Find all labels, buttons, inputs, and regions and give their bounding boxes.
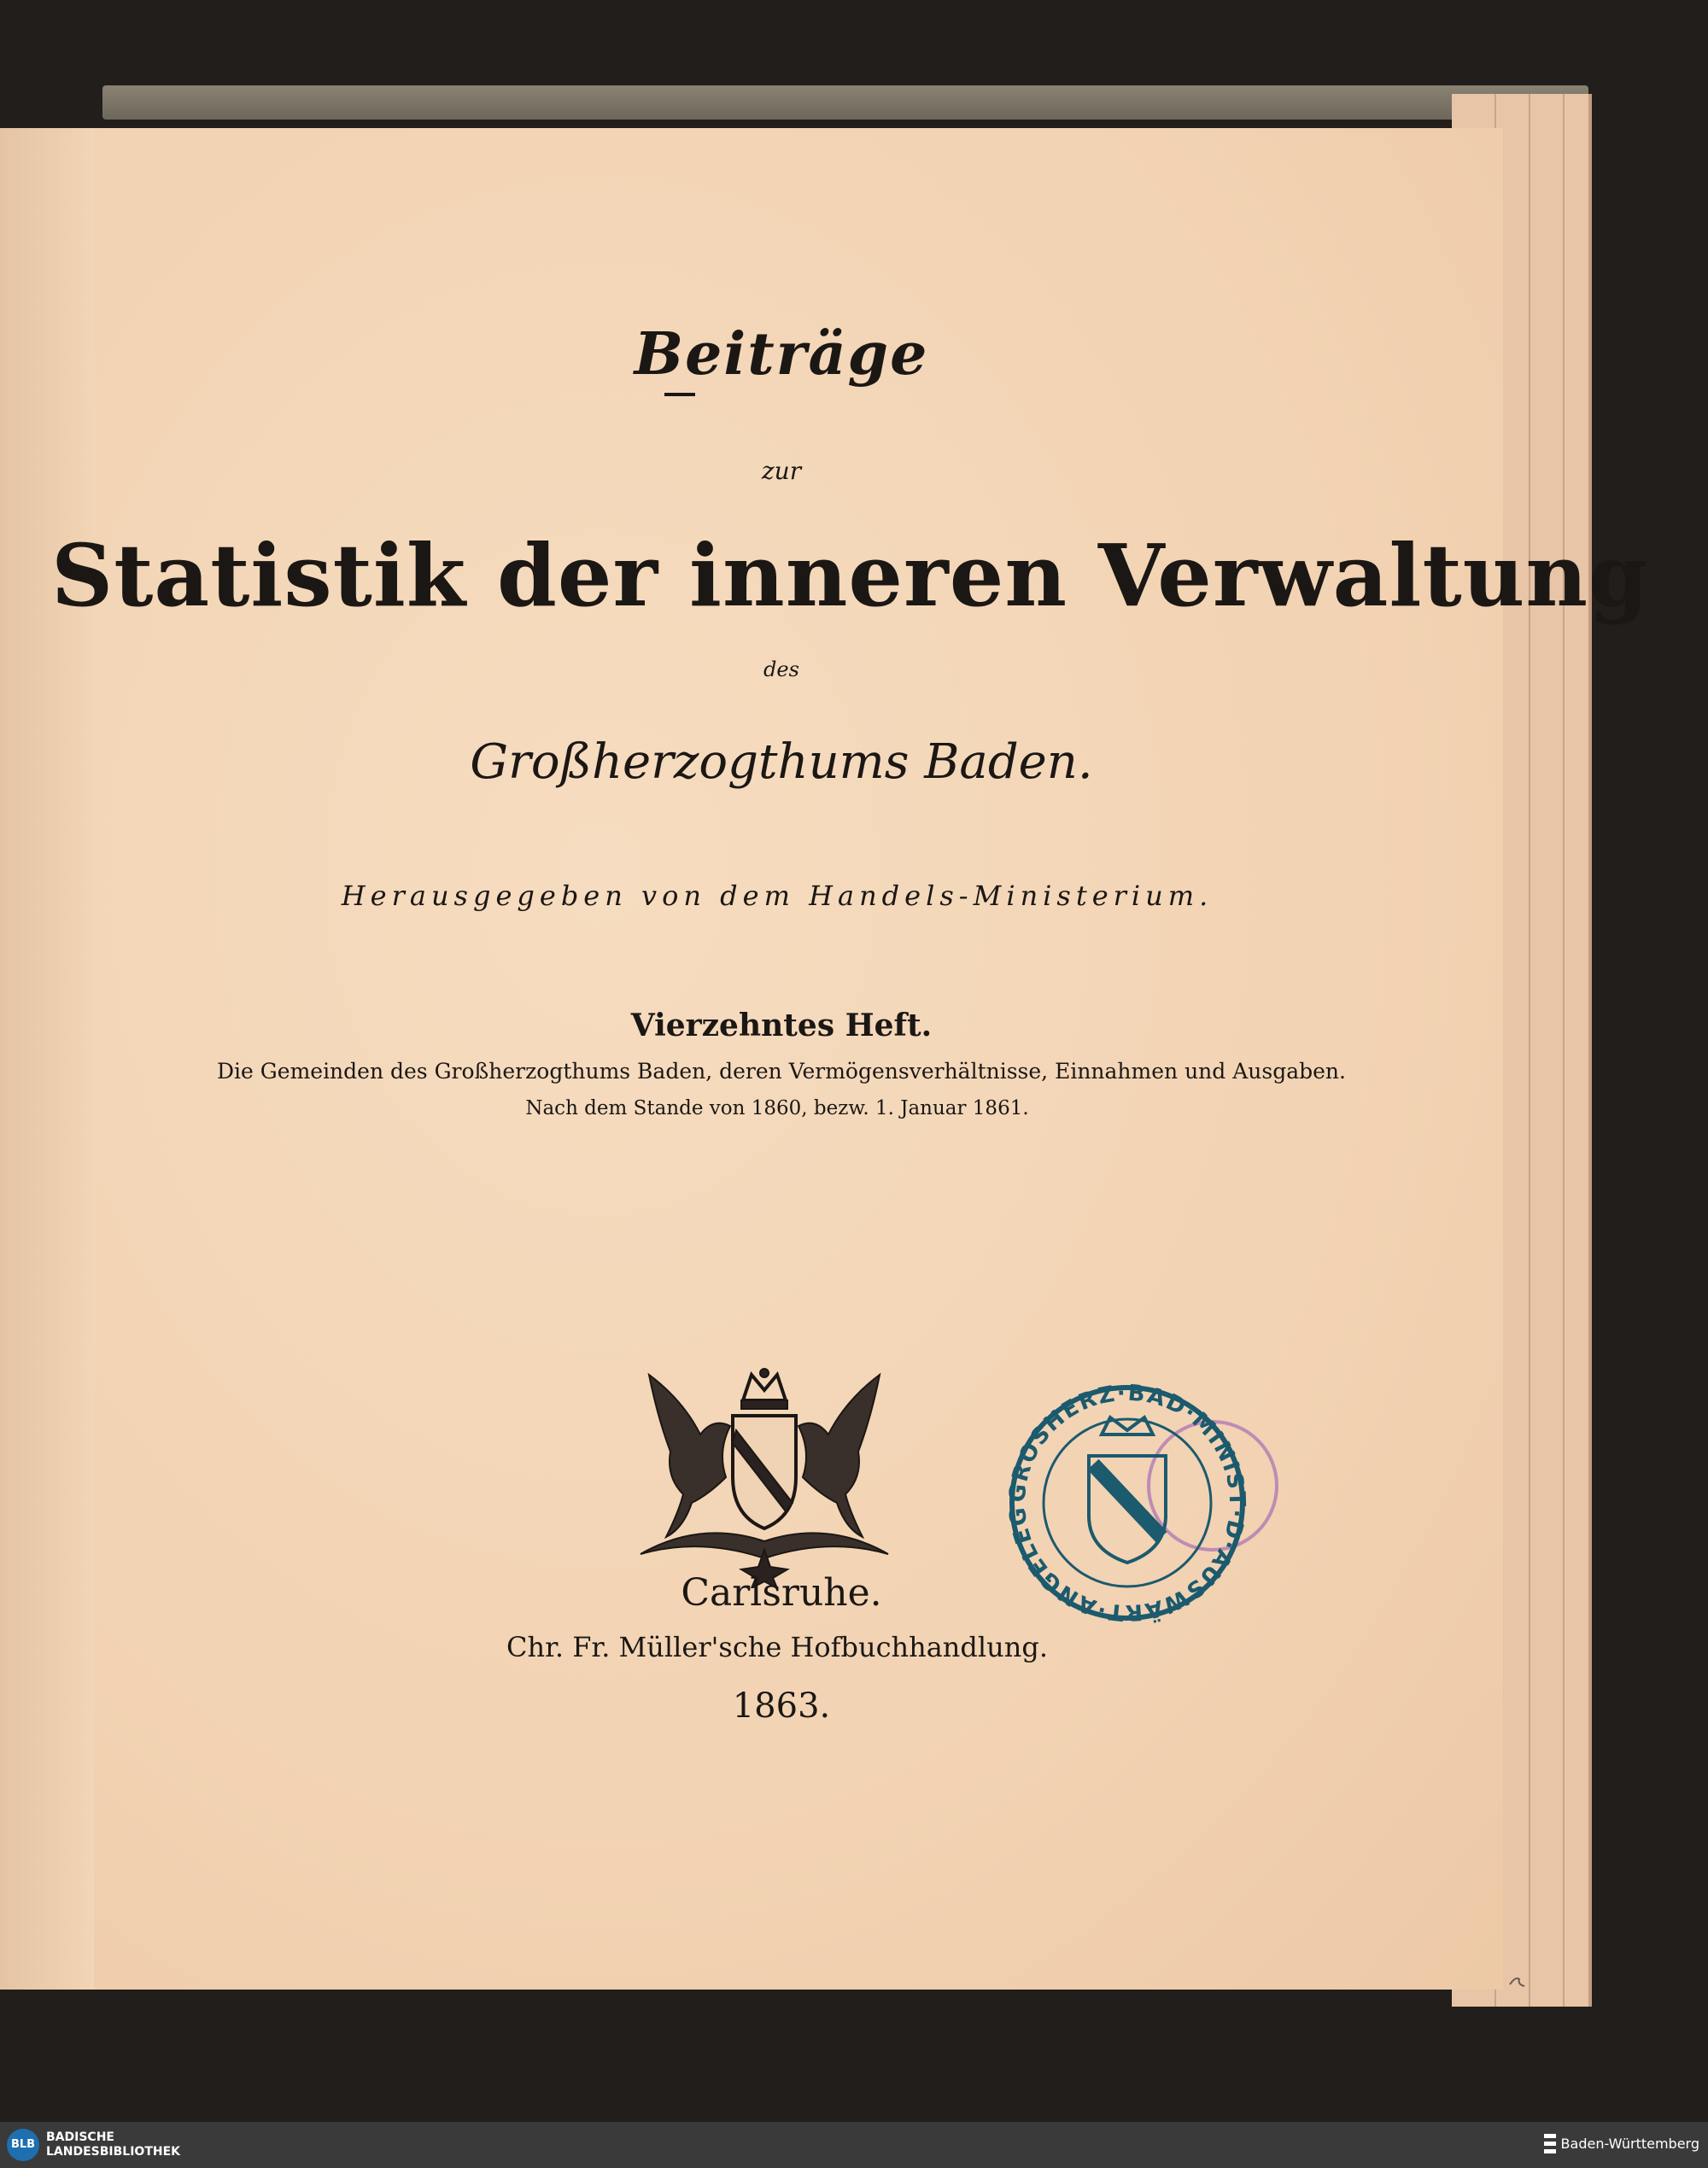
blb-logo-icon[interactable]: BLB (7, 2129, 39, 2161)
issue-date-note: Nach dem Stande von 1860, bezw. 1. Januar 1861. (525, 1097, 1029, 1119)
coat-of-arms-emblem (632, 1366, 897, 1588)
pencil-mark (1507, 1972, 1528, 1990)
main-title: Statistik der inneren Verwaltung (51, 525, 1649, 626)
imprint-year: 1863. (732, 1686, 831, 1726)
library-name-line1: BADISCHE (46, 2130, 114, 2144)
viewer-footer (0, 2122, 1708, 2168)
baden-wuerttemberg-lions-icon (1542, 2132, 1561, 2156)
title-page (0, 128, 1649, 1990)
book-cover-edge (102, 85, 1588, 120)
imprint-publisher: Chr. Fr. Müller'sche Hofbuchhandlung. (506, 1631, 1048, 1663)
title-land: Großherzogthums Baden. (470, 734, 1093, 790)
issue-number: Vierzehntes Heft. (630, 1008, 933, 1043)
library-name-line2: LANDESBIBLIOTHEK (46, 2145, 181, 2159)
stamp-ring-text: GROSHERZ·BAD·MINIST·D·AUSWÄRT·ANGELEG (1004, 1380, 1250, 1626)
library-name[interactable] (46, 2130, 180, 2159)
state-label[interactable]: Baden-Württemberg (1560, 2136, 1699, 2152)
imprint-city: Carlsruhe. (681, 1571, 882, 1615)
title-des: des (763, 657, 799, 681)
publisher-note: Herausgegeben von dem Handels-Ministerium. (341, 879, 1214, 912)
title-beitraege: Beiträge (634, 320, 929, 389)
title-rule (664, 393, 695, 396)
issue-subtitle: Die Gemeinden des Großherzogthums Baden, deren Vermögensverhältnisse, Einnahmen und Ausgaben. (217, 1059, 1346, 1084)
title-zur: zur (761, 457, 802, 485)
